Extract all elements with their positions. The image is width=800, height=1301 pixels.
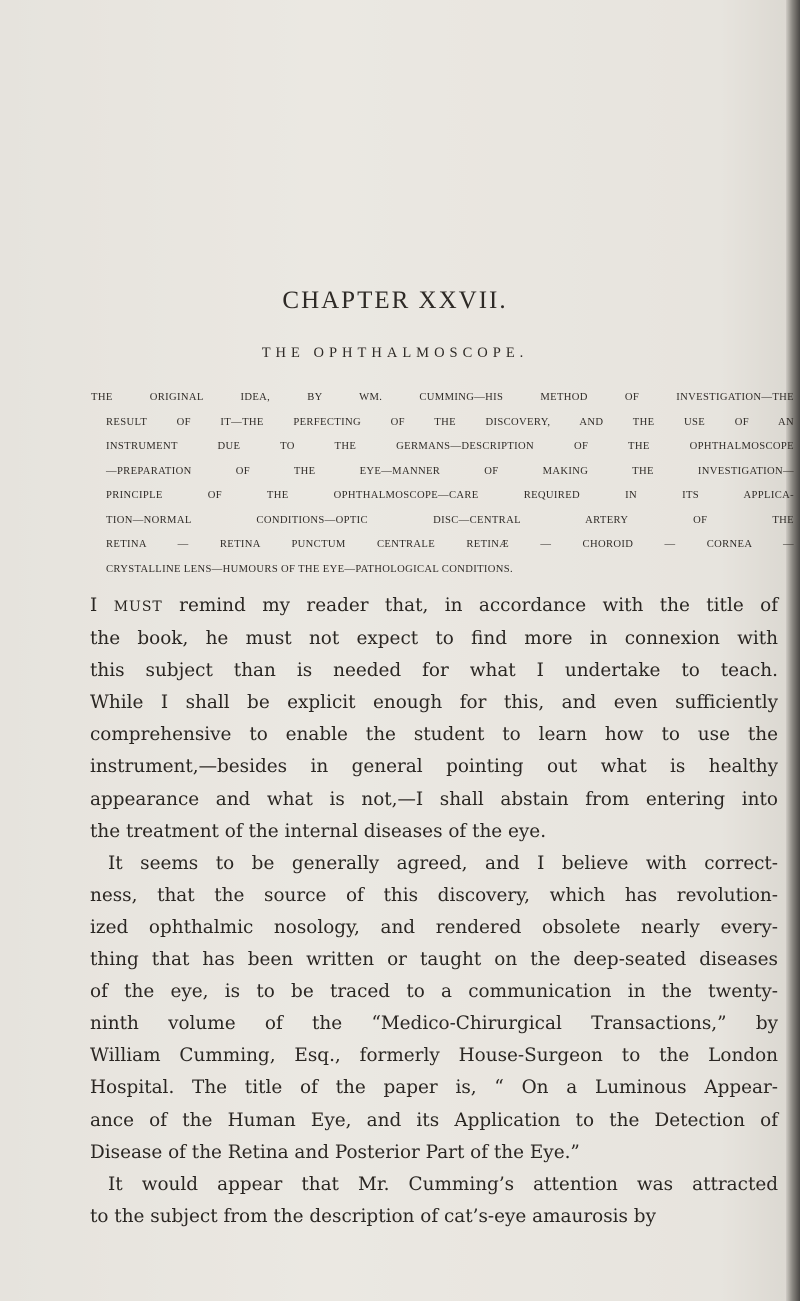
body-line: ness, that the source of this discovery, which has revolution- [90,884,778,906]
chapter-synopsis [91,386,794,582]
body-line: ance of the Human Eye, and its Application to the Detection of [90,1109,778,1131]
smallcaps-word: MUST [113,599,163,615]
body-paragraphs [90,590,778,1233]
body-line [90,590,778,623]
body-line: ninth volume of the “Medico-Chirurgical Transactions,” by [90,1013,778,1035]
body-line: the book, he must not expect to find more in connexion with [90,628,778,650]
body-line: While I shall be explicit enough for this, and even sufficiently [90,692,778,714]
synopsis-line: INSTRUMENT DUE TO THE GERMANS—DESCRIPTION OF THE OPHTHALMOSCOPE [106,441,794,452]
body-line: the treatment of the internal diseases of the eye. [90,820,547,842]
body-line: ized ophthalmic nosology, and rendered obsolete nearly every- [90,916,778,938]
body-line: appearance and what is not,—I shall abstain from entering into [90,788,778,810]
chapter-subject: THE OPHTHALMOSCOPE. [261,345,529,361]
body-line: Hospital. The title of the paper is, “ On a Luminous Appear- [90,1077,778,1099]
body-line: It would appear that Mr. Cumming’s attention was attracted [108,1173,778,1195]
first-line-text: remind my reader that, in accordance with the title of [179,595,778,616]
synopsis-line: PRINCIPLE OF THE OPHTHALMOSCOPE—CARE REQUIRED IN ITS APPLICA- [106,490,794,501]
synopsis-line: —PREPARATION OF THE EYE—MANNER OF MAKING THE INVESTIGATION— [106,465,794,477]
synopsis-line: CRYSTALLINE LENS—HUMOURS OF THE EYE—PATHOLOGICAL CONDITIONS. [106,563,514,575]
body-line: It seems to be generally agreed, and I believe with correct- [108,852,778,874]
synopsis-line: THE ORIGINAL IDEA, BY WM. CUMMING—HIS METHOD OF INVESTIGATION—THE [91,392,794,403]
body-line: William Cumming, Esq., formerly House-Surgeon to the London [90,1045,778,1067]
book-spine-shadow [786,0,800,1301]
synopsis-line: RETINA — RETINA PUNCTUM CENTRALE RETINÆ — CHOROID — CORNEA — [106,539,794,550]
synopsis-line: TION—NORMAL CONDITIONS—OPTIC DISC—CENTRAL ARTERY OF THE [106,514,794,526]
chapter-heading: CHAPTER XXVII. [282,287,508,314]
body-line: Disease of the Retina and Posterior Part of the Eye.” [90,1141,580,1163]
body-line: comprehensive to enable the student to learn how to use the [90,724,778,746]
body-line: this subject than is needed for what I undertake to teach. [90,660,778,682]
body-line: to the subject from the description of cat’s-eye amaurosis by [90,1205,656,1227]
synopsis-line: RESULT OF IT—THE PERFECTING OF THE DISCOVERY, AND THE USE OF AN [106,416,794,428]
body-line: instrument,—besides in general pointing out what is healthy [90,756,778,778]
initial-word: I [90,595,98,616]
body-line: of the eye, is to be traced to a communication in the twenty- [90,981,778,1003]
body-line: thing that has been written or taught on the deep-seated diseases [90,949,778,971]
